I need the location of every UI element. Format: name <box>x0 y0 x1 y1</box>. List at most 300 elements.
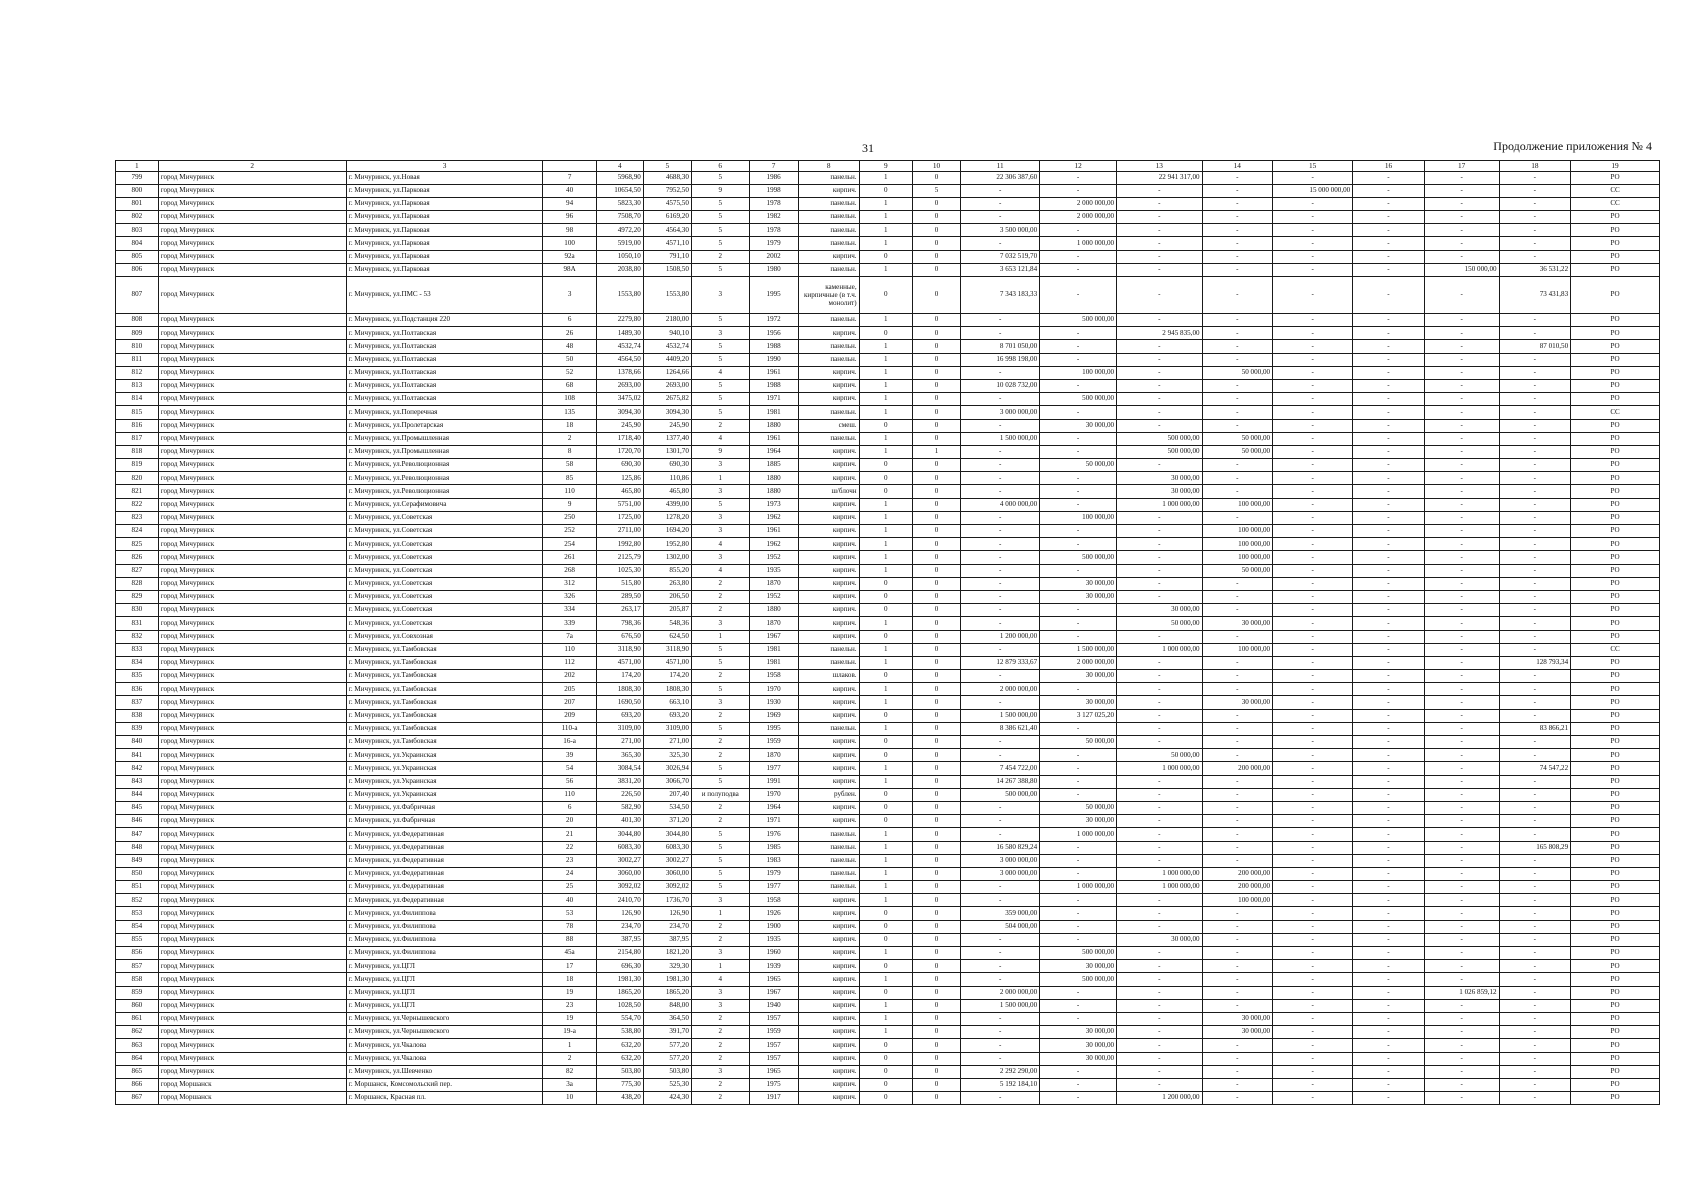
table-cell: 500 000,00 <box>1117 445 1202 458</box>
table-cell: 1976 <box>749 828 798 841</box>
table-cell: 25 <box>543 881 596 894</box>
table-cell: - <box>1424 947 1499 960</box>
table-cell: - <box>1499 867 1571 880</box>
table-cell: город Мичуринск <box>158 277 346 314</box>
table-row <box>116 736 1660 749</box>
table-cell: РО <box>1571 393 1660 406</box>
table-cell: 56 <box>543 775 596 788</box>
table-row <box>116 683 1660 696</box>
table-cell: г. Мичуринск, ул.Филиппова <box>346 933 543 946</box>
table-cell: город Мичуринск <box>158 986 346 999</box>
table-cell: 5 <box>691 775 749 788</box>
table-cell: кирпич. <box>798 577 859 590</box>
table-cell: 0 <box>859 277 912 314</box>
table-cell: РО <box>1571 986 1660 999</box>
table-cell: г. Мичуринск, ул.Полтавская <box>346 393 543 406</box>
table-cell: 200 000,00 <box>1202 881 1273 894</box>
table-cell: 2 <box>691 920 749 933</box>
table-cell: - <box>1499 749 1571 762</box>
table-cell: - <box>1273 828 1353 841</box>
table-cell: - <box>1424 551 1499 564</box>
table-cell: 100 000,00 <box>1202 894 1273 907</box>
table-cell: - <box>1040 277 1117 314</box>
table-cell: кирпич. <box>798 250 859 263</box>
table-cell: - <box>961 419 1040 432</box>
table-cell: - <box>1273 538 1353 551</box>
table-cell: - <box>1117 340 1202 353</box>
table-cell: - <box>1353 881 1425 894</box>
table-cell: - <box>1117 224 1202 237</box>
table-cell: РО <box>1571 445 1660 458</box>
table-cell: - <box>1424 907 1499 920</box>
table-cell: - <box>961 828 1040 841</box>
table-cell: - <box>961 947 1040 960</box>
table-cell: 5 <box>691 881 749 894</box>
table-cell: 3 <box>691 459 749 472</box>
table-cell: 5 <box>691 224 749 237</box>
table-cell: 2 <box>691 577 749 590</box>
table-row <box>116 960 1660 973</box>
table-cell: 0 <box>913 511 961 524</box>
table-cell: город Мичуринск <box>158 327 346 340</box>
table-cell: 30 000,00 <box>1117 472 1202 485</box>
table-cell: 387,95 <box>596 933 643 946</box>
table-row <box>116 564 1660 577</box>
table-cell: 2 <box>691 1078 749 1091</box>
table-cell: 1377,40 <box>643 432 691 445</box>
column-number-10: 10 <box>913 161 961 172</box>
table-cell: - <box>1040 432 1117 445</box>
table-cell: 1962 <box>749 538 798 551</box>
table-cell: 2279,80 <box>596 314 643 327</box>
table-cell: - <box>1117 1026 1202 1039</box>
table-cell: 2 <box>691 933 749 946</box>
table-cell: - <box>1499 1012 1571 1025</box>
table-cell: - <box>1117 815 1202 828</box>
table-cell: 100 000,00 <box>1202 498 1273 511</box>
table-cell: панельн. <box>798 353 859 366</box>
table-cell: 1939 <box>749 960 798 973</box>
table-cell: 3 <box>543 277 596 314</box>
table-cell: - <box>1202 340 1273 353</box>
column-number-5: 5 <box>643 161 691 172</box>
table-cell: РО <box>1571 867 1660 880</box>
table-cell: 1 <box>691 907 749 920</box>
table-cell: 0 <box>859 933 912 946</box>
table-cell: - <box>1499 736 1571 749</box>
table-cell: - <box>1424 538 1499 551</box>
table-cell: - <box>1273 250 1353 263</box>
table-cell: - <box>961 696 1040 709</box>
table-cell: 4532,74 <box>596 340 643 353</box>
table-cell: город Мичуринск <box>158 1012 346 1025</box>
table-cell: - <box>961 670 1040 683</box>
table-cell: 693,20 <box>643 709 691 722</box>
table-cell: - <box>961 393 1040 406</box>
table-row <box>116 393 1660 406</box>
table-cell: РО <box>1571 340 1660 353</box>
table-cell: РО <box>1571 498 1660 511</box>
table-cell: г. Мичуринск, ул.Серафимовича <box>346 498 543 511</box>
table-cell: - <box>1353 960 1425 973</box>
table-cell: - <box>1273 881 1353 894</box>
table-cell: - <box>1273 920 1353 933</box>
table-cell: РО <box>1571 722 1660 735</box>
table-cell: 1940 <box>749 999 798 1012</box>
table-cell: 1 <box>691 472 749 485</box>
table-cell: 22 306 387,60 <box>961 171 1040 184</box>
table-cell: 30 000,00 <box>1117 604 1202 617</box>
table-cell: - <box>1499 775 1571 788</box>
table-row <box>116 1092 1660 1105</box>
table-cell: 1302,00 <box>643 551 691 564</box>
table-cell: 0 <box>859 670 912 683</box>
table-cell: РО <box>1571 353 1660 366</box>
table-cell: - <box>1424 406 1499 419</box>
table-cell: 1991 <box>749 775 798 788</box>
table-cell: 22 <box>543 841 596 854</box>
table-cell: - <box>1117 920 1202 933</box>
table-cell: - <box>1202 511 1273 524</box>
table-row <box>116 419 1660 432</box>
table-cell: 128 793,34 <box>1499 656 1571 669</box>
table-cell: 112 <box>543 656 596 669</box>
table-cell: 825 <box>116 538 159 551</box>
table-cell: г. Мичуринск, ул.Шевченко <box>346 1065 543 1078</box>
table-cell: 0 <box>913 538 961 551</box>
table-cell: 4972,20 <box>596 224 643 237</box>
table-cell: город Мичуринск <box>158 801 346 814</box>
table-cell: 1958 <box>749 670 798 683</box>
table-cell: город Мичуринск <box>158 604 346 617</box>
table-cell: - <box>961 960 1040 973</box>
table-cell: 806 <box>116 263 159 276</box>
table-cell: - <box>1040 630 1117 643</box>
table-cell: 5 <box>691 211 749 224</box>
table-cell: 50 000,00 <box>1040 801 1117 814</box>
table-cell: город Мичуринск <box>158 171 346 184</box>
table-cell: город Мичуринск <box>158 485 346 498</box>
table-cell: 1 <box>859 656 912 669</box>
table-cell: 802 <box>116 211 159 224</box>
table-cell: - <box>1117 1065 1202 1078</box>
table-row <box>116 1039 1660 1052</box>
table-cell: - <box>1499 999 1571 1012</box>
table-cell: - <box>1273 670 1353 683</box>
table-cell: 1694,20 <box>643 525 691 538</box>
table-cell: 525,30 <box>643 1078 691 1091</box>
table-cell: 852 <box>116 894 159 907</box>
table-cell: 339 <box>543 617 596 630</box>
table-cell: 9 <box>691 445 749 458</box>
table-cell: 1 200 000,00 <box>961 630 1040 643</box>
table-cell: г. Мичуринск, ул.Парковая <box>346 237 543 250</box>
table-cell: 52 <box>543 366 596 379</box>
table-cell: город Мичуринск <box>158 775 346 788</box>
column-number-17: 17 <box>1424 161 1499 172</box>
table-cell: 100 000,00 <box>1040 511 1117 524</box>
table-cell: кирпич. <box>798 538 859 551</box>
table-cell: 1489,30 <box>596 327 643 340</box>
table-cell: - <box>1353 485 1425 498</box>
table-cell: 0 <box>913 986 961 999</box>
table-cell: г. Мичуринск, ул.Чернышевского <box>346 1026 543 1039</box>
table-cell: - <box>1424 564 1499 577</box>
table-cell: - <box>1499 237 1571 250</box>
table-cell: 1 <box>543 1039 596 1052</box>
table-cell: РО <box>1571 419 1660 432</box>
table-cell: 0 <box>859 604 912 617</box>
table-cell: 0 <box>913 525 961 538</box>
table-cell: - <box>961 525 1040 538</box>
table-cell: - <box>961 1052 1040 1065</box>
table-cell: г. Мичуринск, ул.Чкалова <box>346 1052 543 1065</box>
table-cell: 126,90 <box>596 907 643 920</box>
table-cell: - <box>1117 828 1202 841</box>
table-cell: 1964 <box>749 801 798 814</box>
table-cell: 40 <box>543 184 596 197</box>
table-cell: 0 <box>913 867 961 880</box>
table-cell: 5 <box>691 237 749 250</box>
table-cell: - <box>1424 485 1499 498</box>
table-cell: 1880 <box>749 485 798 498</box>
table-cell: 1 <box>859 197 912 210</box>
table-cell: 4 000 000,00 <box>961 498 1040 511</box>
table-cell: - <box>1273 525 1353 538</box>
table-row <box>116 353 1660 366</box>
table-row <box>116 171 1660 184</box>
table-cell: - <box>1499 564 1571 577</box>
table-cell: РО <box>1571 841 1660 854</box>
table-cell: 96 <box>543 211 596 224</box>
table-cell: РО <box>1571 947 1660 960</box>
table-cell: панельн. <box>798 263 859 276</box>
table-cell: РО <box>1571 736 1660 749</box>
table-cell: 8 <box>543 445 596 458</box>
table-cell: - <box>1424 277 1499 314</box>
table-cell: - <box>1424 881 1499 894</box>
table-cell: 465,80 <box>596 485 643 498</box>
table-cell: 5 <box>691 841 749 854</box>
table-cell: г. Мичуринск, ул.Советская <box>346 551 543 564</box>
table-cell: 0 <box>913 656 961 669</box>
column-number-12: 12 <box>1040 161 1117 172</box>
table-cell: РО <box>1571 894 1660 907</box>
table-cell: 1957 <box>749 1012 798 1025</box>
table-cell: г. Мичуринск, ул.Революционная <box>346 472 543 485</box>
table-cell: РО <box>1571 472 1660 485</box>
table-cell: 3 <box>691 1065 749 1078</box>
table-cell: 135 <box>543 406 596 419</box>
table-cell: 1985 <box>749 841 798 854</box>
table-cell: 5 <box>691 828 749 841</box>
table-cell: - <box>1202 277 1273 314</box>
table-cell: 1 500 000,00 <box>961 432 1040 445</box>
table-cell: город Мичуринск <box>158 788 346 801</box>
table-cell: - <box>1353 630 1425 643</box>
table-cell: 500 000,00 <box>1040 314 1117 327</box>
table-cell: панельн. <box>798 211 859 224</box>
table-cell: 791,10 <box>643 250 691 263</box>
table-cell: 7508,70 <box>596 211 643 224</box>
table-cell: 857 <box>116 960 159 973</box>
table-cell: 6083,30 <box>643 841 691 854</box>
table-cell: 1 <box>859 393 912 406</box>
table-cell: 828 <box>116 577 159 590</box>
table-cell: 854 <box>116 920 159 933</box>
table-cell: - <box>961 459 1040 472</box>
table-cell: 2 000 000,00 <box>1040 211 1117 224</box>
table-cell: - <box>961 211 1040 224</box>
table-cell: 0 <box>859 472 912 485</box>
table-cell: 3 <box>691 277 749 314</box>
table-cell: 817 <box>116 432 159 445</box>
table-cell: - <box>1353 211 1425 224</box>
column-number-7: 7 <box>749 161 798 172</box>
table-cell: 0 <box>859 986 912 999</box>
table-row <box>116 933 1660 946</box>
table-cell: 0 <box>859 907 912 920</box>
table-cell: - <box>1424 1078 1499 1091</box>
table-cell: - <box>1117 841 1202 854</box>
table-cell: - <box>1424 432 1499 445</box>
table-cell: 359 000,00 <box>961 907 1040 920</box>
table-cell: - <box>1040 1065 1117 1078</box>
table-cell: - <box>1202 577 1273 590</box>
table-cell: 1 <box>859 683 912 696</box>
table-cell: 3 653 121,84 <box>961 263 1040 276</box>
table-cell: г. Мичуринск, ул.Тамбовская <box>346 656 543 669</box>
table-cell: - <box>1117 406 1202 419</box>
table-cell: 17 <box>543 960 596 973</box>
table-cell: - <box>1424 224 1499 237</box>
table-cell: г. Мичуринск, ул.Фабричная <box>346 815 543 828</box>
table-cell: - <box>1273 762 1353 775</box>
table-cell: - <box>1202 1065 1273 1078</box>
table-row <box>116 277 1660 314</box>
table-cell: 1 000 000,00 <box>1117 867 1202 880</box>
table-cell: город Мичуринск <box>158 511 346 524</box>
table-cell: 1 500 000,00 <box>1040 643 1117 656</box>
table-cell: г. Моршанск, Красная пл. <box>346 1092 543 1105</box>
table-cell: - <box>1353 920 1425 933</box>
table-cell: 3118,90 <box>596 643 643 656</box>
table-cell: г. Мичуринск, ул.Советская <box>346 604 543 617</box>
table-cell: 10 <box>543 1092 596 1105</box>
table-cell: - <box>1353 1026 1425 1039</box>
table-cell: - <box>1424 999 1499 1012</box>
table-cell: 824 <box>116 525 159 538</box>
column-number-14: 14 <box>1202 161 1273 172</box>
table-cell: РО <box>1571 224 1660 237</box>
table-cell: - <box>1040 445 1117 458</box>
table-cell: - <box>1040 841 1117 854</box>
table-cell: - <box>961 184 1040 197</box>
table-cell: 0 <box>913 485 961 498</box>
table-cell: кирпич. <box>798 511 859 524</box>
table-cell: 0 <box>913 736 961 749</box>
table-cell: - <box>1273 1012 1353 1025</box>
table-cell: 0 <box>913 854 961 867</box>
table-cell: 0 <box>913 551 961 564</box>
table-cell: кирпич. <box>798 1039 859 1052</box>
table-cell: - <box>1353 986 1425 999</box>
table-cell: 98 <box>543 224 596 237</box>
table-cell: 23 <box>543 999 596 1012</box>
table-cell: - <box>961 445 1040 458</box>
table-cell: 24 <box>543 867 596 880</box>
table-cell: - <box>1499 1065 1571 1078</box>
table-row <box>116 815 1660 828</box>
table-cell: 4564,50 <box>596 353 643 366</box>
table-cell: 856 <box>116 947 159 960</box>
table-row <box>116 617 1660 630</box>
table-cell: г. Мичуринск, ул.Советская <box>346 564 543 577</box>
table-cell: - <box>1273 722 1353 735</box>
table-cell: кирпич. <box>798 960 859 973</box>
table-cell: - <box>1040 999 1117 1012</box>
table-cell: 823 <box>116 511 159 524</box>
table-cell: 3 000 000,00 <box>961 867 1040 880</box>
table-cell: 1880 <box>749 419 798 432</box>
table-cell: 30 000,00 <box>1040 419 1117 432</box>
table-cell: 1 <box>859 525 912 538</box>
table-cell: город Мичуринск <box>158 184 346 197</box>
table-cell: 1 <box>859 643 912 656</box>
table-cell: - <box>1353 1039 1425 1052</box>
table-cell: 3 000 000,00 <box>961 406 1040 419</box>
table-cell: - <box>1273 1039 1353 1052</box>
table-cell: 835 <box>116 670 159 683</box>
table-cell: - <box>1424 762 1499 775</box>
table-cell: - <box>1424 353 1499 366</box>
table-cell: г. Мичуринск, ул.Филиппова <box>346 907 543 920</box>
table-cell: - <box>1117 590 1202 603</box>
table-cell: - <box>961 617 1040 630</box>
table-cell: - <box>1273 498 1353 511</box>
table-cell: 1808,30 <box>643 683 691 696</box>
table-row <box>116 604 1660 617</box>
table-cell: 263,17 <box>596 604 643 617</box>
table-cell: - <box>1117 538 1202 551</box>
table-cell: 3084,54 <box>596 762 643 775</box>
table-cell: 261 <box>543 551 596 564</box>
table-cell: 4399,00 <box>643 498 691 511</box>
table-row <box>116 709 1660 722</box>
table-cell: г. Мичуринск, ул.Федеративная <box>346 894 543 907</box>
table-cell: город Моршанск <box>158 1092 346 1105</box>
table-cell: - <box>1424 445 1499 458</box>
table-cell: - <box>1202 722 1273 735</box>
table-cell: 0 <box>913 801 961 814</box>
table-cell: 4571,00 <box>643 656 691 669</box>
table-cell: 1821,20 <box>643 947 691 960</box>
table-cell: 830 <box>116 604 159 617</box>
table-cell: 30 000,00 <box>1040 670 1117 683</box>
table-cell: 1967 <box>749 630 798 643</box>
table-cell: РО <box>1571 277 1660 314</box>
table-cell: 821 <box>116 485 159 498</box>
table-cell: - <box>1040 353 1117 366</box>
table-cell: 329,30 <box>643 960 691 973</box>
table-cell: 500 000,00 <box>1040 947 1117 960</box>
table-cell: 0 <box>913 263 961 276</box>
table-cell: - <box>1499 973 1571 986</box>
table-cell: 0 <box>913 1052 961 1065</box>
column-number-4: 4 <box>596 161 643 172</box>
table-cell: 503,80 <box>596 1065 643 1078</box>
table-cell: панельн. <box>798 854 859 867</box>
